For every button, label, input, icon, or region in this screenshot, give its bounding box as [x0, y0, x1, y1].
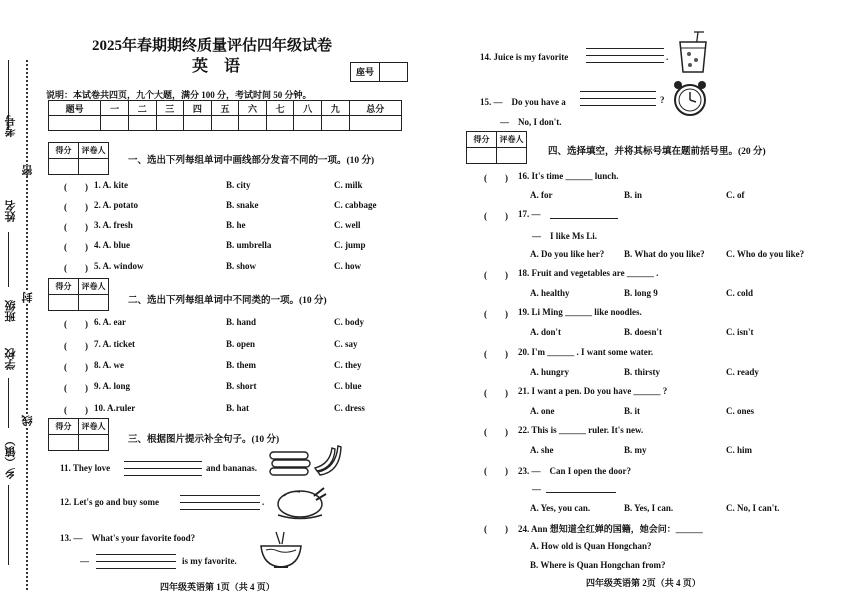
score-table-header-row: [49, 101, 402, 116]
q4-option-c: C. jump: [334, 240, 366, 250]
q10-paren[interactable]: ( ): [64, 405, 88, 415]
score-header-cell: 二: [128, 101, 156, 116]
binding-dotted-line: [26, 60, 28, 590]
q19-option-a: A. don't: [530, 327, 562, 337]
q17-option-b: B. What do you like?: [624, 249, 705, 259]
sausages-icon: [268, 448, 312, 478]
q21-option-b: B. it: [624, 406, 641, 416]
score-header-cell: 三: [156, 101, 184, 116]
roast-chicken-icon: [272, 482, 328, 522]
q20-paren[interactable]: ( ): [484, 349, 508, 359]
seat-number-label: 座号: [351, 63, 380, 81]
q17-paren[interactable]: ( ): [484, 211, 508, 221]
section4-title: 四、选择填空，并将其标号填在题前括号里。(20 分): [548, 147, 766, 157]
q21-stem: 21. I want a pen. Do you have ______ ?: [518, 386, 668, 396]
q10-option-a: 10. A.ruler: [94, 403, 136, 413]
juice-glass-icon: [676, 30, 710, 74]
q15-answer-blank[interactable]: [580, 85, 656, 106]
q18-option-c: C. cold: [726, 288, 753, 298]
q19-option-c: C. isn't: [726, 327, 754, 337]
q12-period: .: [262, 497, 265, 507]
q6-paren[interactable]: ( ): [64, 319, 88, 329]
q2-option-b: B. snake: [226, 200, 259, 210]
seat-number-box[interactable]: [350, 62, 408, 82]
q11-answer-blank[interactable]: [124, 455, 202, 476]
q6-option-a: 6. A. ear: [94, 317, 126, 327]
q9-paren[interactable]: ( ): [64, 383, 88, 393]
feng-label: 封: [22, 292, 34, 303]
q18-option-b: B. long 9: [624, 288, 658, 298]
section2-title: 二、选出下列每组单词中不同类的一项。(10 分): [128, 296, 327, 306]
grader-box-1: [48, 142, 109, 175]
exam-title: 2025年春期期终质量评估四年级试卷: [92, 38, 333, 54]
q16-stem: 16. It's time ______ lunch.: [518, 171, 619, 181]
xingming-line: [8, 232, 9, 287]
q13-question: 13. — What's your favorite food?: [60, 533, 196, 543]
score-cell[interactable]: [49, 116, 101, 131]
banji-label: 班级: [5, 300, 17, 322]
q18-stem: 18. Fruit and vegetables are ______ .: [518, 268, 659, 278]
grader-score-cell[interactable]: [467, 148, 497, 164]
grader-name-label: 评卷人: [79, 279, 109, 295]
score-header-cell: 四: [184, 101, 212, 116]
score-header-cell: 六: [239, 101, 267, 116]
q3-option-b: B. he: [226, 220, 246, 230]
q8-option-a: 8. A. we: [94, 360, 124, 370]
q9-option-b: B. short: [226, 381, 257, 391]
score-header-cell: 题号: [49, 101, 101, 116]
q21-option-a: A. one: [530, 406, 555, 416]
section1-title: 一、选出下列每组单词中画线部分发音不同的一项。(10 分): [128, 156, 375, 166]
xuexiao-line: [8, 378, 9, 428]
kaohao-label: 考号: [5, 115, 17, 137]
grader-name-cell[interactable]: [79, 295, 109, 311]
grader-score-label: 得分: [49, 419, 79, 435]
score-header-cell: 七: [266, 101, 294, 116]
q14-answer-blank[interactable]: [586, 42, 664, 63]
q6-option-c: C. body: [334, 317, 365, 327]
q7-option-a: 7. A. ticket: [94, 339, 135, 349]
score-header-cell: 总分: [349, 101, 401, 116]
grader-box-4: [466, 131, 527, 164]
q24-option-a: A. How old is Quan Hongchan?: [530, 541, 652, 551]
score-cell[interactable]: [211, 116, 239, 131]
q5-paren[interactable]: ( ): [64, 263, 88, 273]
q20-option-b: B. thirsty: [624, 367, 660, 377]
q22-option-c: C. him: [726, 445, 753, 455]
q14-period: .: [666, 52, 669, 62]
score-cell[interactable]: [128, 116, 156, 131]
q17-reply: — I like Ms Li.: [532, 231, 598, 241]
grader-score-label: 得分: [49, 279, 79, 295]
q8-option-c: C. they: [334, 360, 362, 370]
score-header-cell: 一: [101, 101, 129, 116]
alarm-clock-icon: [670, 78, 710, 118]
grader-name-label: 评卷人: [79, 143, 109, 159]
q24-option-b: B. Where is Quan Hongchan from?: [530, 560, 666, 570]
q18-paren[interactable]: ( ): [484, 270, 508, 280]
q2-option-c: C. cabbage: [334, 200, 377, 210]
q10-option-c: C. dress: [334, 403, 365, 413]
score-cell[interactable]: [349, 116, 401, 131]
score-table: [48, 100, 402, 131]
q5-option-b: B. show: [226, 261, 257, 271]
grader-name-cell[interactable]: [497, 148, 527, 164]
q23-reply-dash: —: [532, 484, 541, 494]
q3-option-a: 3. A. fresh: [94, 220, 133, 230]
grader-name-cell[interactable]: [79, 435, 109, 451]
q16-paren[interactable]: ( ): [484, 173, 508, 183]
q16-option-b: B. in: [624, 190, 643, 200]
q13-answer-blank[interactable]: [96, 548, 176, 569]
q23-stem: 23. — Can I open the door?: [518, 466, 632, 476]
q4-paren[interactable]: ( ): [64, 242, 88, 252]
xingming-label: 姓名: [5, 200, 17, 222]
q19-option-b: B. doesn't: [624, 327, 663, 337]
section3-title: 三、根据图片提示补全句子。(10 分): [128, 435, 280, 445]
q3-option-c: C. well: [334, 220, 361, 230]
score-cell[interactable]: [266, 116, 294, 131]
grader-name-label: 评卷人: [497, 132, 527, 148]
mi-label: 密: [22, 165, 34, 176]
q8-paren[interactable]: ( ): [64, 362, 88, 372]
q7-option-b: B. open: [226, 339, 256, 349]
xuexiao-label: 学校: [5, 348, 17, 370]
q2-option-a: 2. A. potato: [94, 200, 139, 210]
q22-option-a: A. she: [530, 445, 554, 455]
subject-title: 英 语: [192, 58, 241, 75]
q8-option-b: B. them: [226, 360, 256, 370]
q6-option-b: B. hand: [226, 317, 257, 327]
q18-option-a: A. healthy: [530, 288, 570, 298]
q9-option-c: C. blue: [334, 381, 362, 391]
grader-box-2: [48, 278, 109, 311]
q24-stem: 24. Ann 想知道全红婵的国籍，她会问：______: [518, 524, 703, 534]
q11-text-before: 11. They love: [60, 463, 111, 473]
q19-paren[interactable]: ( ): [484, 309, 508, 319]
q19-stem: 19. Li Ming ______ like noodles.: [518, 307, 642, 317]
q7-option-c: C. say: [334, 339, 358, 349]
grader-box-3: [48, 418, 109, 451]
q21-option-c: C. ones: [726, 406, 755, 416]
q22-stem: 22. This is ______ ruler. It's new.: [518, 425, 644, 435]
q17-option-a: A. Do you like her?: [530, 249, 605, 259]
q10-option-b: B. hat: [226, 403, 250, 413]
q17-stem: 17. —: [518, 209, 541, 219]
score-table-blank-row: [49, 116, 402, 131]
grader-name-label: 评卷人: [79, 419, 109, 435]
q22-paren[interactable]: ( ): [484, 427, 508, 437]
bananas-icon: [312, 442, 344, 476]
grader-score-cell[interactable]: [49, 295, 79, 311]
q5-option-c: C. how: [334, 261, 362, 271]
q14-text: 14. Juice is my favorite: [480, 52, 569, 62]
q13-answer-suffix: is my favorite.: [182, 556, 237, 566]
grader-score-label: 得分: [49, 143, 79, 159]
footer-right-page: 四年级英语第 2页（共 4 页）: [586, 578, 701, 588]
q20-option-c: C. ready: [726, 367, 759, 377]
score-cell[interactable]: [239, 116, 267, 131]
q1-option-c: C. milk: [334, 180, 363, 190]
score-cell[interactable]: [294, 116, 322, 131]
grader-score-cell[interactable]: [49, 159, 79, 175]
q9-option-a: 9. A. long: [94, 381, 131, 391]
q4-option-b: B. umbrella: [226, 240, 272, 250]
noodle-bowl-icon: [258, 530, 304, 570]
q11-text-after: and bananas.: [206, 463, 258, 473]
instructions: 说明：本试卷共四页，九个大题，满分 100 分，考试时间 50 分钟。: [46, 90, 312, 100]
q1-option-a: 1. A. kite: [94, 180, 129, 190]
grader-name-cell[interactable]: [79, 159, 109, 175]
grader-score-cell[interactable]: [49, 435, 79, 451]
q3-paren[interactable]: ( ): [64, 222, 88, 232]
q12-text: 12. Let's go and buy some: [60, 497, 160, 507]
q17-option-c: C. Who do you like?: [726, 249, 805, 259]
score-cell[interactable]: [184, 116, 212, 131]
q15-text: 15. — Do you have a: [480, 97, 566, 107]
q22-option-b: B. my: [624, 445, 647, 455]
score-cell[interactable]: [321, 116, 349, 131]
q13-dash: —: [80, 556, 89, 566]
q16-option-a: A. for: [530, 190, 553, 200]
xiang-label: 乡（镇）: [5, 435, 17, 479]
score-cell[interactable]: [156, 116, 184, 131]
q12-answer-blank[interactable]: [180, 489, 260, 510]
q1-paren[interactable]: ( ): [64, 182, 88, 192]
score-cell[interactable]: [101, 116, 129, 131]
q15-answer: — No, I don't.: [500, 117, 562, 127]
grader-score-label: 得分: [467, 132, 497, 148]
q20-stem: 20. I'm ______ . I want some water.: [518, 347, 654, 357]
score-header-cell: 八: [294, 101, 322, 116]
footer-left-page: 四年级英语第 1页（共 4 页）: [160, 582, 275, 592]
q7-paren[interactable]: ( ): [64, 341, 88, 351]
score-header-cell: 五: [211, 101, 239, 116]
xiang-line: [8, 485, 9, 565]
q23-option-b: B. Yes, I can.: [624, 503, 674, 513]
q17-answer-blank[interactable]: [550, 218, 618, 219]
q23-paren[interactable]: ( ): [484, 466, 508, 476]
q15-qmark: ?: [660, 95, 665, 105]
q21-paren[interactable]: ( ): [484, 388, 508, 398]
q24-paren[interactable]: ( ): [484, 524, 508, 534]
q23-option-a: A. Yes, you can.: [530, 503, 591, 513]
q16-option-c: C. of: [726, 190, 745, 200]
q2-paren[interactable]: ( ): [64, 202, 88, 212]
q23-answer-blank[interactable]: [546, 492, 616, 493]
q1-option-b: B. city: [226, 180, 251, 190]
q20-option-a: A. hungry: [530, 367, 570, 377]
q5-option-a: 5. A. window: [94, 261, 144, 271]
score-header-cell: 九: [321, 101, 349, 116]
q4-option-a: 4. A. blue: [94, 240, 131, 250]
xian-label: 线: [22, 415, 34, 426]
q23-option-c: C. No, I can't.: [726, 503, 780, 513]
